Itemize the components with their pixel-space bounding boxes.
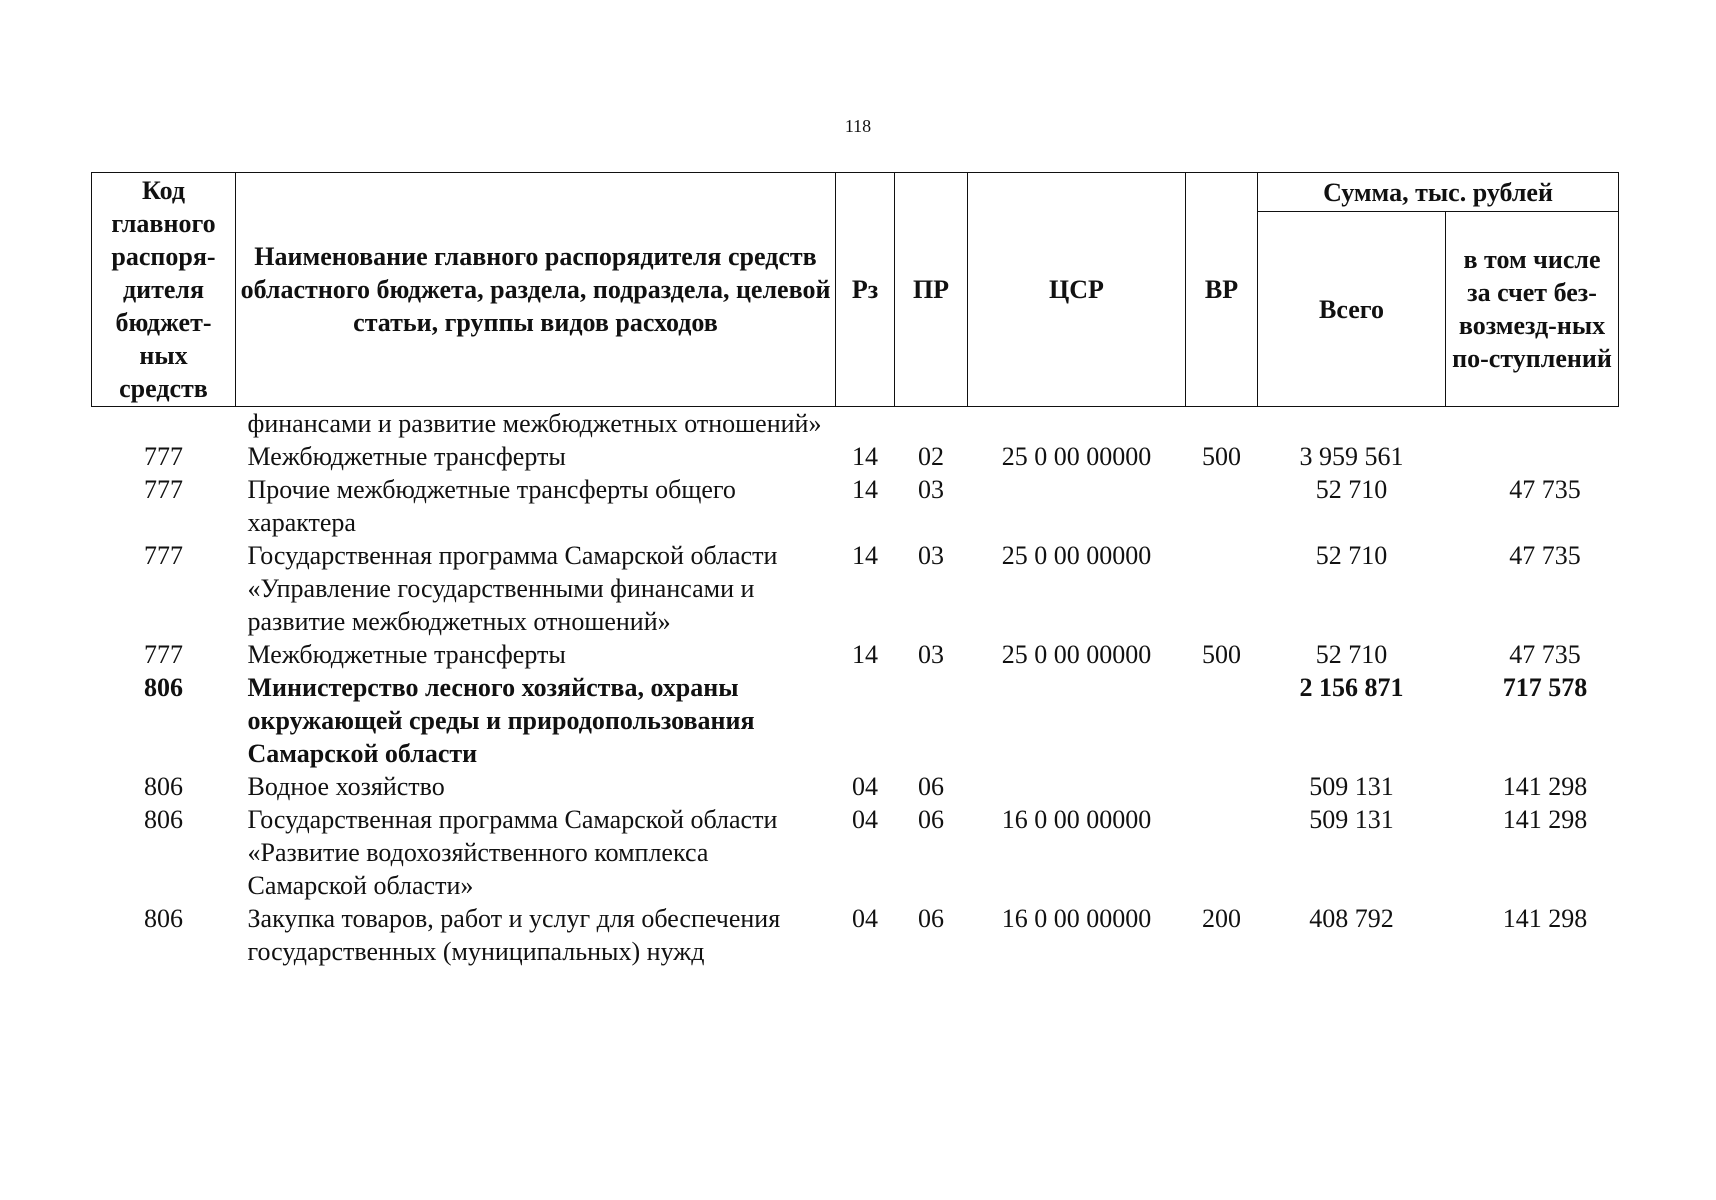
cell-pr: 03 [918,541,944,570]
table-row [92,902,1619,968]
cell-vr: 500 [1202,442,1241,471]
cell-name: Прочие межбюджетные трансферты общего характера [247,475,736,537]
table-header [92,173,1619,407]
cell-pr [895,671,968,770]
cell-pr: 03 [918,475,944,504]
cell-code: 806 [144,904,183,933]
cell-rz: 04 [852,904,878,933]
cell-total: 52 710 [1315,475,1388,504]
cell-name: Министерство лесного хозяйства, охраны окружающей среды и природопользования Самарской области [247,673,755,768]
cell-vr [1186,671,1258,770]
cell-total: 52 710 [1315,640,1388,669]
cell-name: Закупка товаров, работ и услуг для обеспечения государственных (муниципальных) нужд [247,904,781,966]
cell-code: 777 [144,442,183,471]
cell-code: 777 [144,541,183,570]
cell-vr [1186,770,1258,803]
cell-pr: 02 [918,442,944,471]
table-row [92,473,1619,539]
cell-csr [968,407,1186,441]
cell-rz: 14 [852,541,878,570]
cell-rz [836,407,895,441]
cell-csr: 16 0 00 00000 [1001,805,1152,834]
cell-free: 141 298 [1502,772,1588,801]
table-body [92,407,1619,969]
cell-pr: 06 [918,772,944,801]
cell-free: 141 298 [1502,904,1588,933]
cell-free [1446,407,1619,441]
cell-vr [1186,539,1258,638]
cell-name: Государственная программа Самарской области «Развитие водохозяйственного комплекса Самарской области» [247,805,778,900]
cell-pr: 06 [918,904,944,933]
table-row [92,770,1619,803]
cell-code [92,407,236,441]
header-total: Всего [1258,212,1446,407]
cell-code: 806 [144,772,183,801]
cell-total: 509 131 [1309,772,1394,801]
cell-vr: 200 [1202,904,1241,933]
cell-csr: 25 0 00 00000 [1001,541,1152,570]
cell-rz: 04 [852,772,878,801]
cell-total: 52 710 [1315,541,1388,570]
cell-rz [836,671,895,770]
cell-total: 3 959 561 [1299,442,1404,471]
cell-rz: 14 [852,640,878,669]
cell-total: 2 156 871 [1299,673,1404,702]
cell-code: 806 [144,805,183,834]
header-vr: ВР [1186,173,1258,407]
table-row [92,539,1619,638]
header-sum: Сумма, тыс. рублей [1258,173,1619,212]
cell-code: 806 [144,673,183,702]
cell-free: 141 298 [1502,805,1588,834]
cell-code: 777 [144,640,183,669]
cell-vr [1186,473,1258,539]
cell-free: 717 578 [1502,673,1588,702]
header-pr: ПР [895,173,968,407]
cell-rz: 14 [852,475,878,504]
cell-free: 47 735 [1509,541,1581,570]
cell-csr: 25 0 00 00000 [1001,442,1152,471]
cell-csr: 16 0 00 00000 [1001,904,1152,933]
header-name: Наименование главного распорядителя средств областного бюджета, раздела, подраздела, целевой статьи, группы видов расходов [236,173,836,407]
table-row [92,671,1619,770]
cell-name: Государственная программа Самарской области «Управление государственными финансами и развитие межбюджетных отношений» [247,541,778,636]
cell-vr [1186,803,1258,902]
table-row [92,803,1619,902]
cell-vr [1186,407,1258,441]
table-row [92,440,1619,473]
cell-free [1446,440,1619,473]
cell-code: 777 [144,475,183,504]
cell-total [1258,407,1446,441]
cell-csr [968,671,1186,770]
cell-pr: 03 [918,640,944,669]
page-number: 118 [844,116,872,136]
header-code: Код главного распоря-дителя бюджет-ных средств [92,173,236,407]
cell-pr: 06 [918,805,944,834]
header-rz: Рз [836,173,895,407]
cell-free: 47 735 [1509,640,1581,669]
cell-name: Межбюджетные трансферты [247,640,566,669]
cell-free: 47 735 [1509,475,1581,504]
cell-name: финансами и развитие межбюджетных отношений» [247,409,822,438]
cell-csr: 25 0 00 00000 [1001,640,1152,669]
header-csr: ЦСР [968,173,1186,407]
cell-csr [968,770,1186,803]
table-row [92,407,1619,441]
cell-rz: 14 [852,442,878,471]
header-free: в том числе за счет без-возмезд-ных по-ступлений [1446,212,1619,407]
cell-total: 408 792 [1309,904,1394,933]
cell-rz: 04 [852,805,878,834]
cell-pr [895,407,968,441]
cell-name: Водное хозяйство [247,772,445,801]
budget-table [91,172,1619,968]
cell-vr: 500 [1202,640,1241,669]
cell-csr [968,473,1186,539]
table-row [92,638,1619,671]
cell-name: Межбюджетные трансферты [247,442,566,471]
cell-total: 509 131 [1309,805,1394,834]
